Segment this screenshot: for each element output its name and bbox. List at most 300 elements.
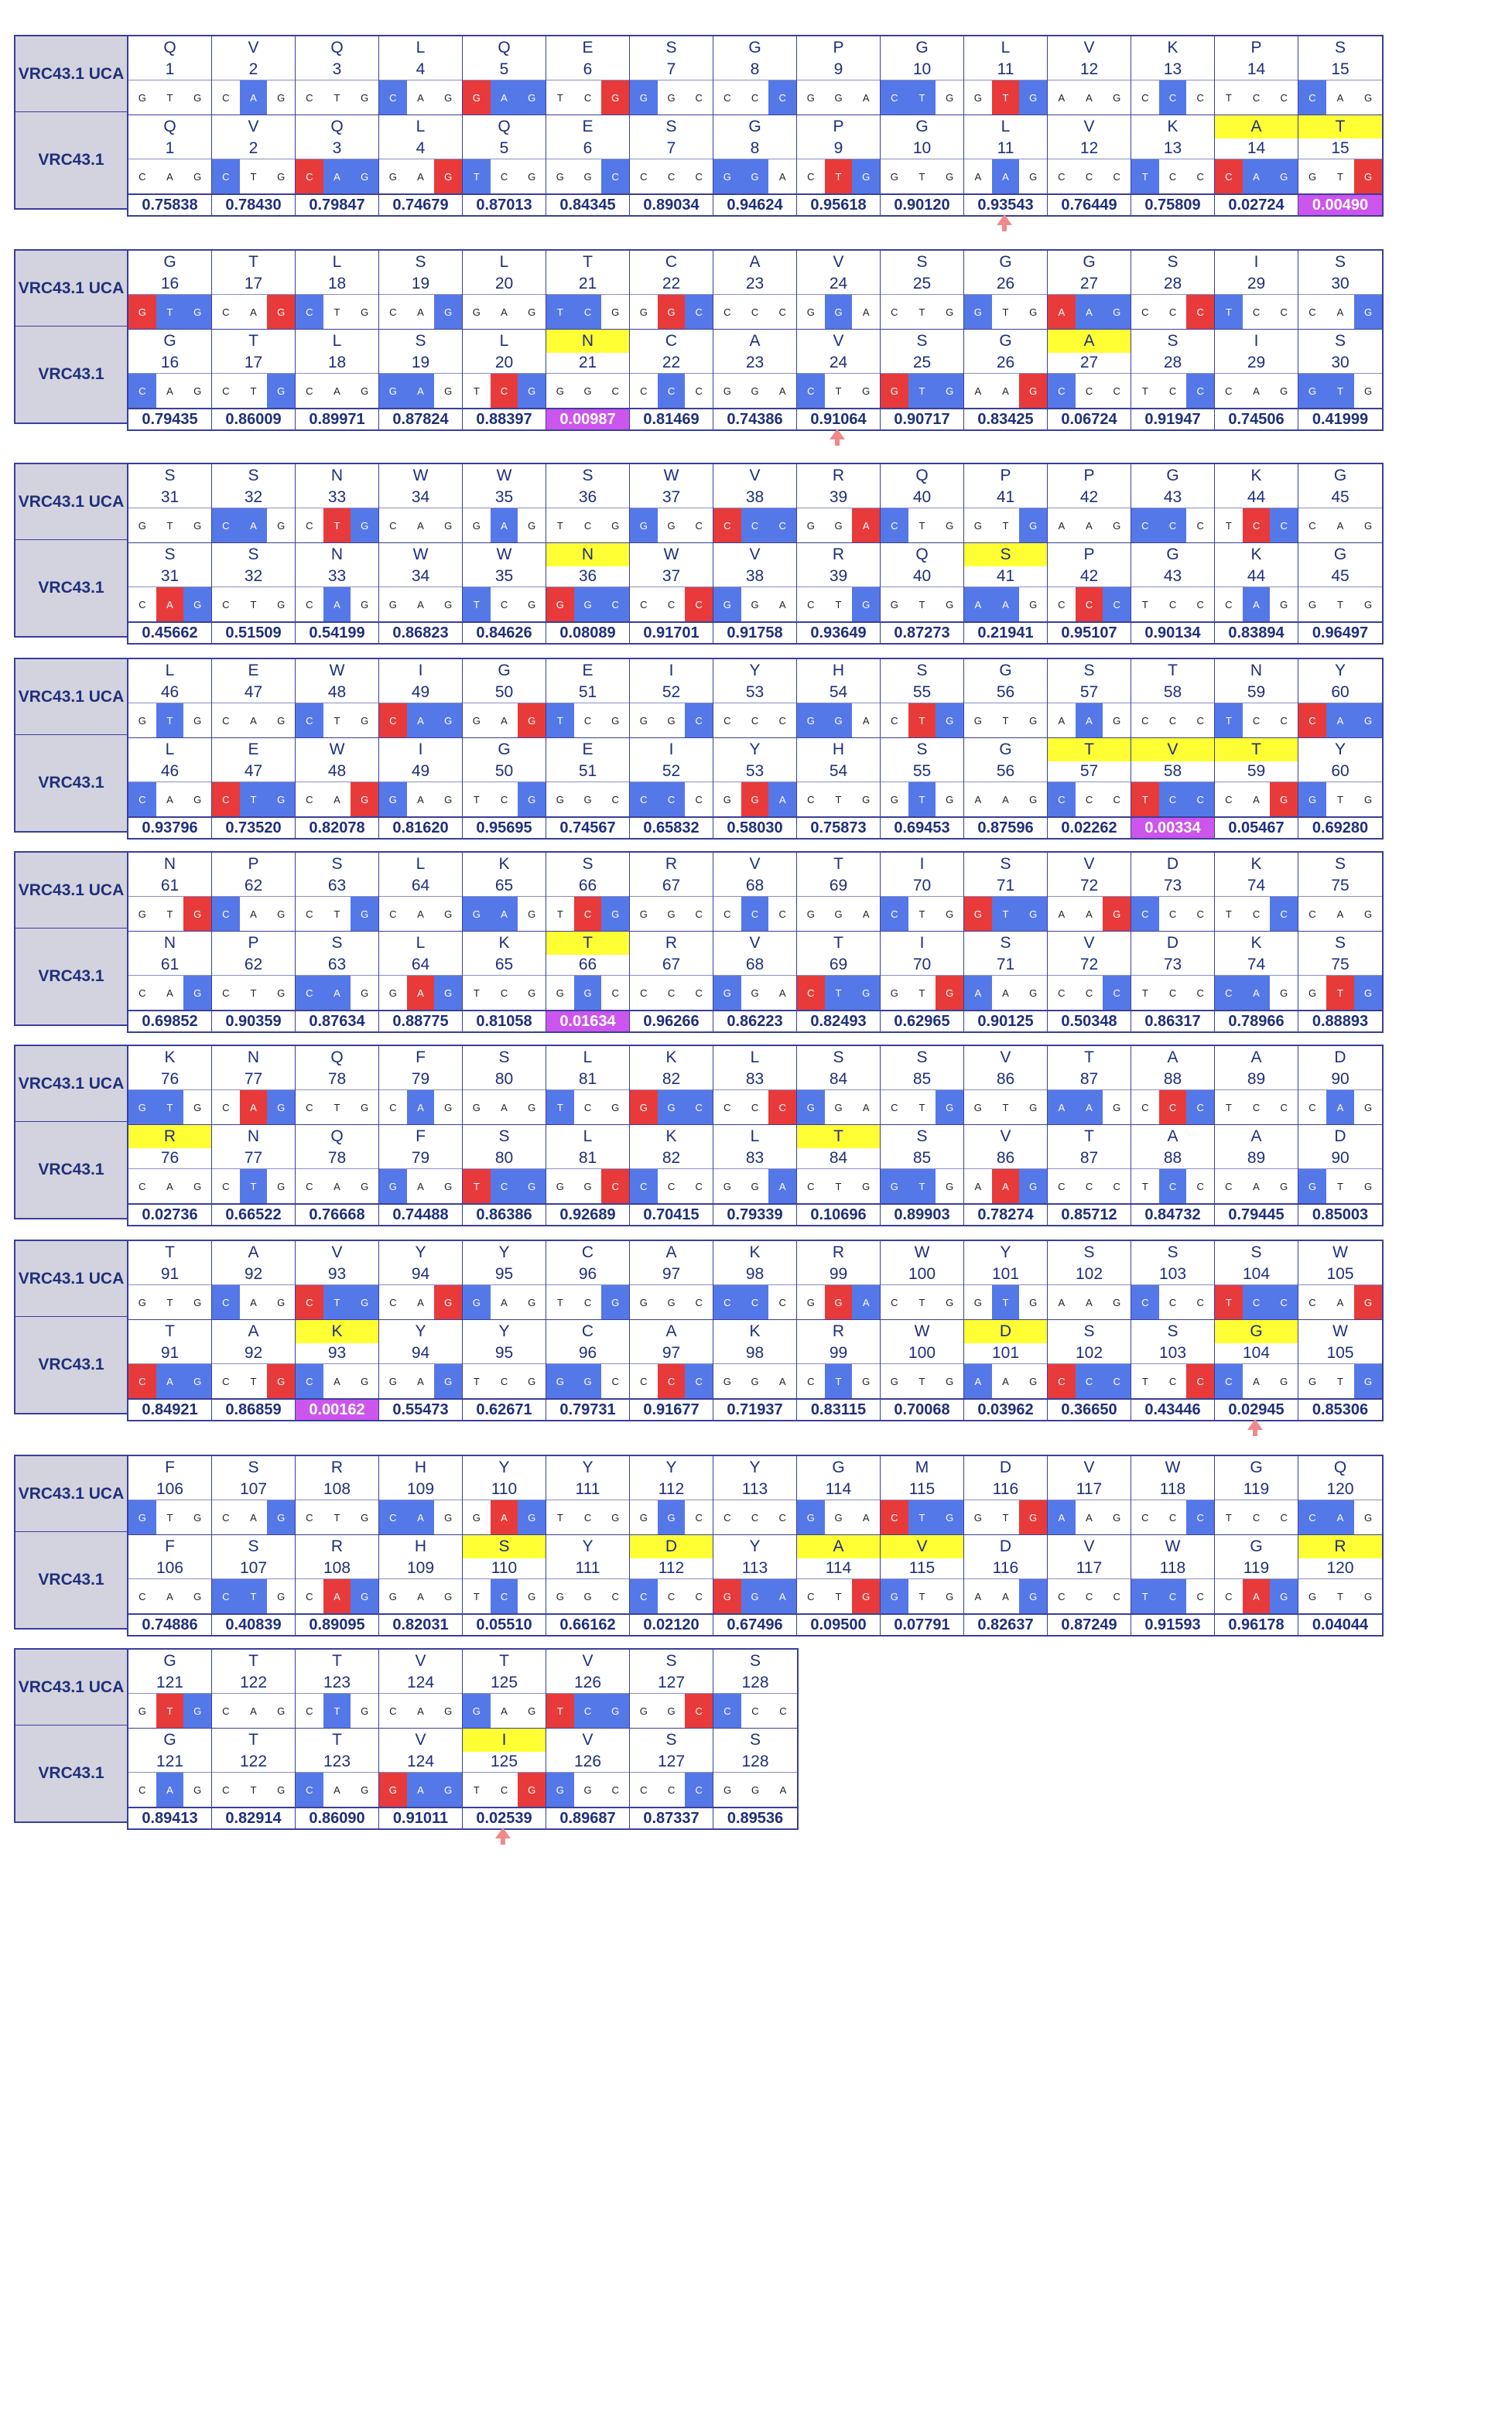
residue-column (212, 464, 296, 643)
nucleotide-cell: G (1363, 598, 1373, 610)
nucleotide-cell: T (1225, 1511, 1232, 1524)
nucleotide-cell: C (1243, 1285, 1271, 1319)
nucleotide-cell: C (1058, 1180, 1066, 1192)
nucleotide-cell: C (583, 1101, 592, 1113)
nucleotide-cell: A (1058, 519, 1066, 532)
uca-position: 60 (1331, 683, 1350, 701)
uca-position: 61 (160, 877, 180, 894)
nucleotide-cell: G (518, 80, 546, 115)
nucleotide-cell: G (946, 519, 954, 532)
codon-cells (1298, 896, 1382, 932)
codon-cells (128, 1500, 211, 1535)
uca-residue: W (1165, 1459, 1181, 1476)
nucleotide-cell: G (946, 306, 954, 318)
nucleotide-cell: G (388, 1590, 397, 1602)
nucleotide-cell: C (1196, 714, 1204, 727)
codon-cells (128, 781, 211, 817)
nucleotide-cell: T (992, 1285, 1020, 1319)
nucleotide-cell: G (444, 1180, 453, 1192)
codon-cells (1048, 975, 1131, 1011)
nucleotide-cell: G (193, 91, 202, 104)
mature-residue: Q (330, 1127, 344, 1145)
residue-column (1215, 36, 1298, 215)
nucleotide-cell: G (128, 295, 156, 329)
residue-column (1215, 251, 1298, 429)
uca-residue: K (1167, 39, 1178, 56)
mature-position: 21 (578, 354, 597, 371)
mature-residue: A (1215, 115, 1298, 139)
mature-position: 98 (745, 1344, 765, 1362)
uca-residue: H (414, 1459, 427, 1476)
uca-residue: T (248, 1652, 258, 1670)
nucleotide-cell: C (891, 714, 898, 727)
nucleotide-cell: G (751, 1180, 759, 1192)
codon-cells (630, 294, 713, 330)
nucleotide-cell: C (695, 385, 703, 397)
codon-cells (128, 1578, 211, 1614)
codon-cells (463, 1284, 546, 1320)
mature-position: 17 (244, 354, 263, 371)
nucleotide-cell: G (277, 714, 286, 727)
nucleotide-cell: A (1253, 1180, 1260, 1192)
probability-score: 0.84732 (1131, 1204, 1214, 1225)
codon-cells (797, 1578, 880, 1614)
nucleotide-cell: T (1002, 306, 1009, 318)
nucleotide-cell: C (807, 793, 815, 805)
nucleotide-cell: G (434, 1364, 462, 1398)
probability-score: 0.83894 (1215, 622, 1298, 643)
nucleotide-cell: A (778, 598, 786, 610)
nucleotide-cell: G (862, 793, 871, 805)
mature-position: 26 (996, 354, 1015, 371)
nucleotide-cell: C (685, 703, 713, 737)
mature-residue: V (749, 546, 761, 563)
mature-position: 7 (666, 139, 676, 157)
nucleotide-cell: G (1280, 385, 1288, 397)
mature-position: 47 (244, 762, 263, 780)
mature-position: 49 (411, 762, 430, 780)
mature-position: 81 (578, 1149, 597, 1167)
row-labels (14, 463, 127, 645)
probability-score: 0.79731 (546, 1399, 629, 1420)
codon-cells (1048, 1284, 1131, 1320)
nucleotide-cell: C (1225, 598, 1233, 610)
nucleotide-cell: T (1131, 782, 1159, 816)
codon-cells (1131, 80, 1214, 115)
mature-residue: A (1250, 1127, 1262, 1145)
mutation-arrow-icon (830, 429, 845, 439)
uca-residue: S (248, 467, 259, 484)
mature-residue: R (665, 934, 678, 952)
nucleotide-cell: C (768, 1090, 796, 1124)
codon-cells (881, 703, 963, 738)
residue-column (1215, 659, 1298, 838)
nucleotide-cell: G (277, 908, 286, 920)
codon-cells (212, 80, 295, 115)
uca-position: 111 (575, 1480, 600, 1498)
codon-cells (379, 1772, 462, 1808)
nucleotide-cell: C (713, 1694, 741, 1728)
nucleotide-cell: G (667, 714, 676, 727)
nucleotide-cell: T (1002, 1511, 1009, 1524)
nucleotide-cell: C (1141, 1511, 1149, 1524)
codon-cells (546, 1284, 629, 1320)
nucleotide-cell: C (306, 598, 313, 610)
nucleotide-cell: C (1168, 908, 1177, 920)
nucleotide-cell: C (685, 1364, 713, 1398)
mature-position: 73 (1163, 956, 1182, 973)
uca-position: 37 (662, 488, 681, 506)
codon-cells (463, 1772, 546, 1808)
nucleotide-cell: T (334, 91, 340, 104)
uca-position: 119 (1243, 1480, 1270, 1498)
nucleotide-cell: G (351, 1579, 378, 1613)
probability-score: 0.93649 (797, 622, 880, 643)
nucleotide-cell: A (974, 170, 982, 183)
probability-score: 0.91947 (1131, 409, 1214, 429)
mature-position: 14 (1247, 139, 1266, 157)
nucleotide-cell: G (1029, 598, 1038, 610)
probability-score: 0.09500 (797, 1614, 880, 1635)
nucleotide-cell: T (240, 1169, 268, 1203)
nucleotide-cell: C (1048, 782, 1076, 816)
nucleotide-cell: G (601, 1694, 629, 1728)
codon-cells (713, 896, 796, 932)
nucleotide-cell: C (306, 1180, 313, 1192)
nucleotide-cell: A (417, 908, 424, 920)
codon-cells (546, 587, 629, 622)
mature-position: 113 (741, 1559, 768, 1577)
mature-residue: E (582, 740, 594, 758)
nucleotide-cell: C (695, 170, 703, 183)
uca-residue: R (665, 855, 678, 873)
nucleotide-cell: C (667, 1590, 676, 1602)
nucleotide-cell: C (1058, 170, 1066, 183)
uca-position: 77 (244, 1070, 263, 1088)
nucleotide-cell: G (964, 295, 992, 329)
nucleotide-cell: G (936, 1500, 963, 1534)
uca-residue: S (749, 1652, 761, 1670)
nucleotide-cell: C (296, 159, 323, 193)
uca-position: 43 (1163, 488, 1182, 506)
codon-cells (379, 587, 462, 622)
mature-position: 76 (160, 1149, 180, 1167)
nucleotide-cell: A (1076, 295, 1103, 329)
residue-column (713, 1241, 797, 1420)
codon-cells (1131, 1363, 1214, 1399)
nucleotide-cell: C (695, 1180, 703, 1192)
nucleotide-cell: G (723, 385, 731, 397)
codon-cells (212, 159, 295, 194)
probability-score: 0.86090 (296, 1808, 378, 1828)
uca-position: 98 (745, 1265, 765, 1283)
uca-position: 92 (244, 1265, 263, 1283)
mature-position: 112 (658, 1559, 685, 1577)
nucleotide-cell: C (139, 1590, 146, 1602)
probability-score: 0.79445 (1215, 1204, 1298, 1225)
nucleotide-cell: C (1168, 385, 1177, 397)
mature-position: 78 (327, 1149, 347, 1167)
codon-cells (881, 1284, 963, 1320)
codon-cells (546, 975, 629, 1011)
probability-score: 0.91758 (713, 622, 796, 643)
mature-position: 110 (491, 1559, 518, 1577)
mature-residue: V (1131, 738, 1214, 761)
nucleotide-cell: C (601, 587, 629, 621)
residue-column (212, 251, 296, 429)
nucleotide-cell: T (1337, 1180, 1343, 1192)
codon-cells (1298, 80, 1382, 115)
alignment-block (14, 851, 1384, 1033)
nucleotide-cell: T (1141, 385, 1148, 397)
uca-position: 22 (662, 275, 681, 292)
nucleotide-cell: C (1113, 1590, 1120, 1602)
nucleotide-cell: A (964, 1364, 992, 1398)
residue-column (713, 1046, 797, 1225)
nucleotide-cell: G (277, 1705, 286, 1717)
nucleotide-cell: G (639, 1296, 648, 1308)
nucleotide-cell: G (806, 1296, 815, 1308)
nucleotide-cell: C (296, 1285, 323, 1319)
nucleotide-cell: C (1270, 897, 1298, 931)
residue-column (630, 659, 713, 838)
uca-residue: V (1083, 1459, 1095, 1476)
nucleotide-cell: A (250, 1296, 257, 1308)
nucleotide-cell: G (1280, 598, 1288, 610)
nucleotide-cell: T (250, 170, 257, 183)
mature-residue: R (330, 1537, 344, 1555)
residue-column (1131, 1241, 1215, 1420)
codon-cells (797, 975, 880, 1011)
nucleotide-cell: G (723, 793, 731, 805)
residue-column (463, 1650, 546, 1828)
nucleotide-cell: C (891, 1101, 898, 1113)
residue-column (128, 853, 212, 1031)
mature-residue: S (1083, 1322, 1095, 1340)
nucleotide-cell: T (992, 80, 1020, 115)
nucleotide-cell: G (1019, 508, 1047, 542)
nucleotide-cell: G (444, 91, 453, 104)
probability-score: 0.74386 (713, 409, 796, 429)
nucleotide-cell: G (946, 1590, 954, 1602)
nucleotide-cell: T (323, 1285, 351, 1319)
nucleotide-cell: G (128, 1090, 156, 1124)
mature-position: 18 (327, 354, 347, 371)
codon-cells (964, 781, 1047, 817)
codon-cells (379, 1578, 462, 1614)
nucleotide-cell: A (417, 519, 424, 532)
nucleotide-cell: T (1215, 703, 1243, 737)
nucleotide-cell: G (751, 385, 759, 397)
residue-column (1048, 1046, 1131, 1225)
uca-residue: I (1254, 253, 1259, 271)
nucleotide-cell: G (444, 1590, 453, 1602)
nucleotide-cell: C (500, 987, 508, 999)
uca-residue: K (1250, 467, 1262, 484)
probability-score: 0.81469 (630, 409, 713, 429)
nucleotide-cell: G (351, 1285, 378, 1319)
uca-residue: L (332, 253, 342, 271)
residue-column (1048, 1241, 1131, 1420)
nucleotide-cell: C (1196, 91, 1204, 104)
uca-residue: S (1334, 253, 1346, 271)
nucleotide-cell: A (1002, 1375, 1009, 1387)
nucleotide-cell: G (583, 1590, 592, 1602)
residue-column (797, 1456, 881, 1635)
uca-label: VRC43.1 UCA (14, 249, 127, 327)
codon-cells (212, 1284, 295, 1320)
nucleotide-cell: C (1168, 1296, 1177, 1308)
nucleotide-cell: G (472, 306, 481, 318)
nucleotide-cell: C (611, 793, 619, 805)
codon-cells (1298, 781, 1382, 817)
residue-column (713, 36, 797, 215)
nucleotide-cell: C (724, 91, 731, 104)
nucleotide-cell: G (1354, 1364, 1382, 1398)
nucleotide-cell: A (778, 987, 786, 999)
nucleotide-cell: T (1225, 519, 1232, 532)
codon-cells (1048, 80, 1131, 115)
uca-position: 115 (908, 1480, 936, 1498)
codon-cells (212, 1693, 295, 1729)
mature-position: 46 (160, 762, 180, 780)
nucleotide-cell: A (334, 1784, 340, 1796)
alignment-grid (127, 1455, 1384, 1637)
nucleotide-cell: C (724, 1511, 731, 1524)
residue-column (964, 1046, 1048, 1225)
codon-cells (546, 1168, 629, 1204)
mature-position: 2 (248, 139, 258, 157)
nucleotide-cell: G (1270, 782, 1298, 816)
mature-residue: G (748, 118, 761, 135)
probability-score: 0.90717 (881, 409, 963, 429)
uca-position: 24 (829, 275, 848, 292)
nucleotide-cell: C (881, 80, 908, 115)
nucleotide-cell: A (1326, 1090, 1354, 1124)
nucleotide-cell: C (1058, 1590, 1066, 1602)
uca-position: 91 (160, 1265, 180, 1283)
mature-position: 4 (416, 139, 426, 157)
mature-position: 6 (583, 139, 593, 157)
mature-position: 38 (745, 567, 765, 585)
mature-position: 99 (829, 1344, 848, 1362)
codon-cells (881, 896, 963, 932)
residue-column (463, 251, 546, 429)
nucleotide-cell: G (946, 170, 954, 183)
residue-column (1131, 659, 1215, 838)
nucleotide-cell: T (1337, 1590, 1343, 1602)
nucleotide-cell: G (361, 1180, 369, 1192)
residue-column (296, 659, 379, 838)
nucleotide-cell: G (1308, 987, 1317, 999)
nucleotide-cell: A (1326, 1500, 1354, 1534)
residue-column (1131, 1456, 1215, 1635)
nucleotide-cell: G (1113, 1101, 1121, 1113)
probability-score: 0.03962 (964, 1399, 1047, 1420)
residue-column (296, 251, 379, 429)
nucleotide-cell: C (1085, 1180, 1093, 1192)
mature-position: 27 (1079, 354, 1099, 371)
uca-position: 8 (750, 60, 760, 78)
uca-label: VRC43.1 UCA (14, 851, 127, 929)
codon-cells (881, 1168, 963, 1204)
nucleotide-cell: G (601, 80, 629, 115)
mature-position: 3 (332, 139, 342, 157)
nucleotide-cell: C (222, 714, 230, 727)
uca-residue: G (163, 253, 176, 271)
nucleotide-cell: G (528, 1705, 536, 1717)
mature-position: 71 (996, 956, 1015, 973)
mature-position: 120 (1326, 1559, 1354, 1577)
uca-position: 3 (332, 60, 342, 78)
nucleotide-cell: C (1141, 1101, 1149, 1113)
mature-residue: K (1250, 934, 1262, 952)
uca-position: 30 (1331, 275, 1350, 292)
nucleotide-cell: G (806, 306, 815, 318)
uca-label: VRC43.1 UCA (14, 1045, 127, 1122)
uca-position: 42 (1079, 488, 1099, 506)
residue-column (379, 36, 463, 215)
nucleotide-cell: T (1002, 714, 1009, 727)
nucleotide-cell: C (667, 170, 676, 183)
nucleotide-cell: G (1029, 1296, 1038, 1308)
row-labels (14, 1240, 127, 1421)
nucleotide-cell: A (250, 714, 257, 727)
nucleotide-cell: A (1048, 1090, 1076, 1124)
uca-position: 86 (996, 1070, 1015, 1088)
nucleotide-cell: C (685, 295, 713, 329)
nucleotide-cell: G (834, 1511, 843, 1524)
nucleotide-cell: A (1336, 908, 1344, 920)
residue-column (630, 1650, 713, 1828)
residue-column (797, 251, 881, 429)
residue-column (1298, 1456, 1382, 1635)
nucleotide-cell: A (778, 385, 786, 397)
mature-position: 84 (829, 1149, 848, 1167)
nucleotide-cell: G (1280, 1375, 1288, 1387)
nucleotide-cell: G (518, 1773, 546, 1807)
nucleotide-cell: G (1363, 91, 1373, 104)
codon-cells (379, 1363, 462, 1399)
nucleotide-cell: A (1253, 385, 1260, 397)
residue-column (463, 853, 546, 1031)
codon-cells (1215, 1168, 1298, 1204)
uca-position: 104 (1242, 1265, 1271, 1283)
mature-position: 15 (1331, 139, 1350, 157)
codon-cells (379, 1500, 462, 1535)
nucleotide-cell: T (835, 385, 842, 397)
nucleotide-cell: T (166, 519, 173, 532)
nucleotide-cell: G (444, 519, 453, 532)
uca-residue: W (329, 662, 345, 679)
mature-position: 23 (745, 354, 765, 371)
uca-position: 102 (1075, 1265, 1103, 1283)
uca-position: 25 (912, 275, 932, 292)
mature-position: 91 (160, 1344, 180, 1362)
uca-residue: Y (749, 662, 761, 679)
codon-cells (1298, 1284, 1382, 1320)
mature-residue: G (999, 332, 1012, 350)
codon-cells (212, 294, 295, 330)
mature-residue: G (1250, 1537, 1263, 1555)
nucleotide-cell: G (463, 1285, 491, 1319)
mature-residue: T (1084, 1127, 1094, 1145)
mature-position: 96 (578, 1344, 597, 1362)
nucleotide-cell: A (1048, 295, 1076, 329)
nucleotide-cell: G (973, 1296, 982, 1308)
uca-residue: R (832, 1243, 845, 1261)
alignment-block (14, 463, 1384, 645)
